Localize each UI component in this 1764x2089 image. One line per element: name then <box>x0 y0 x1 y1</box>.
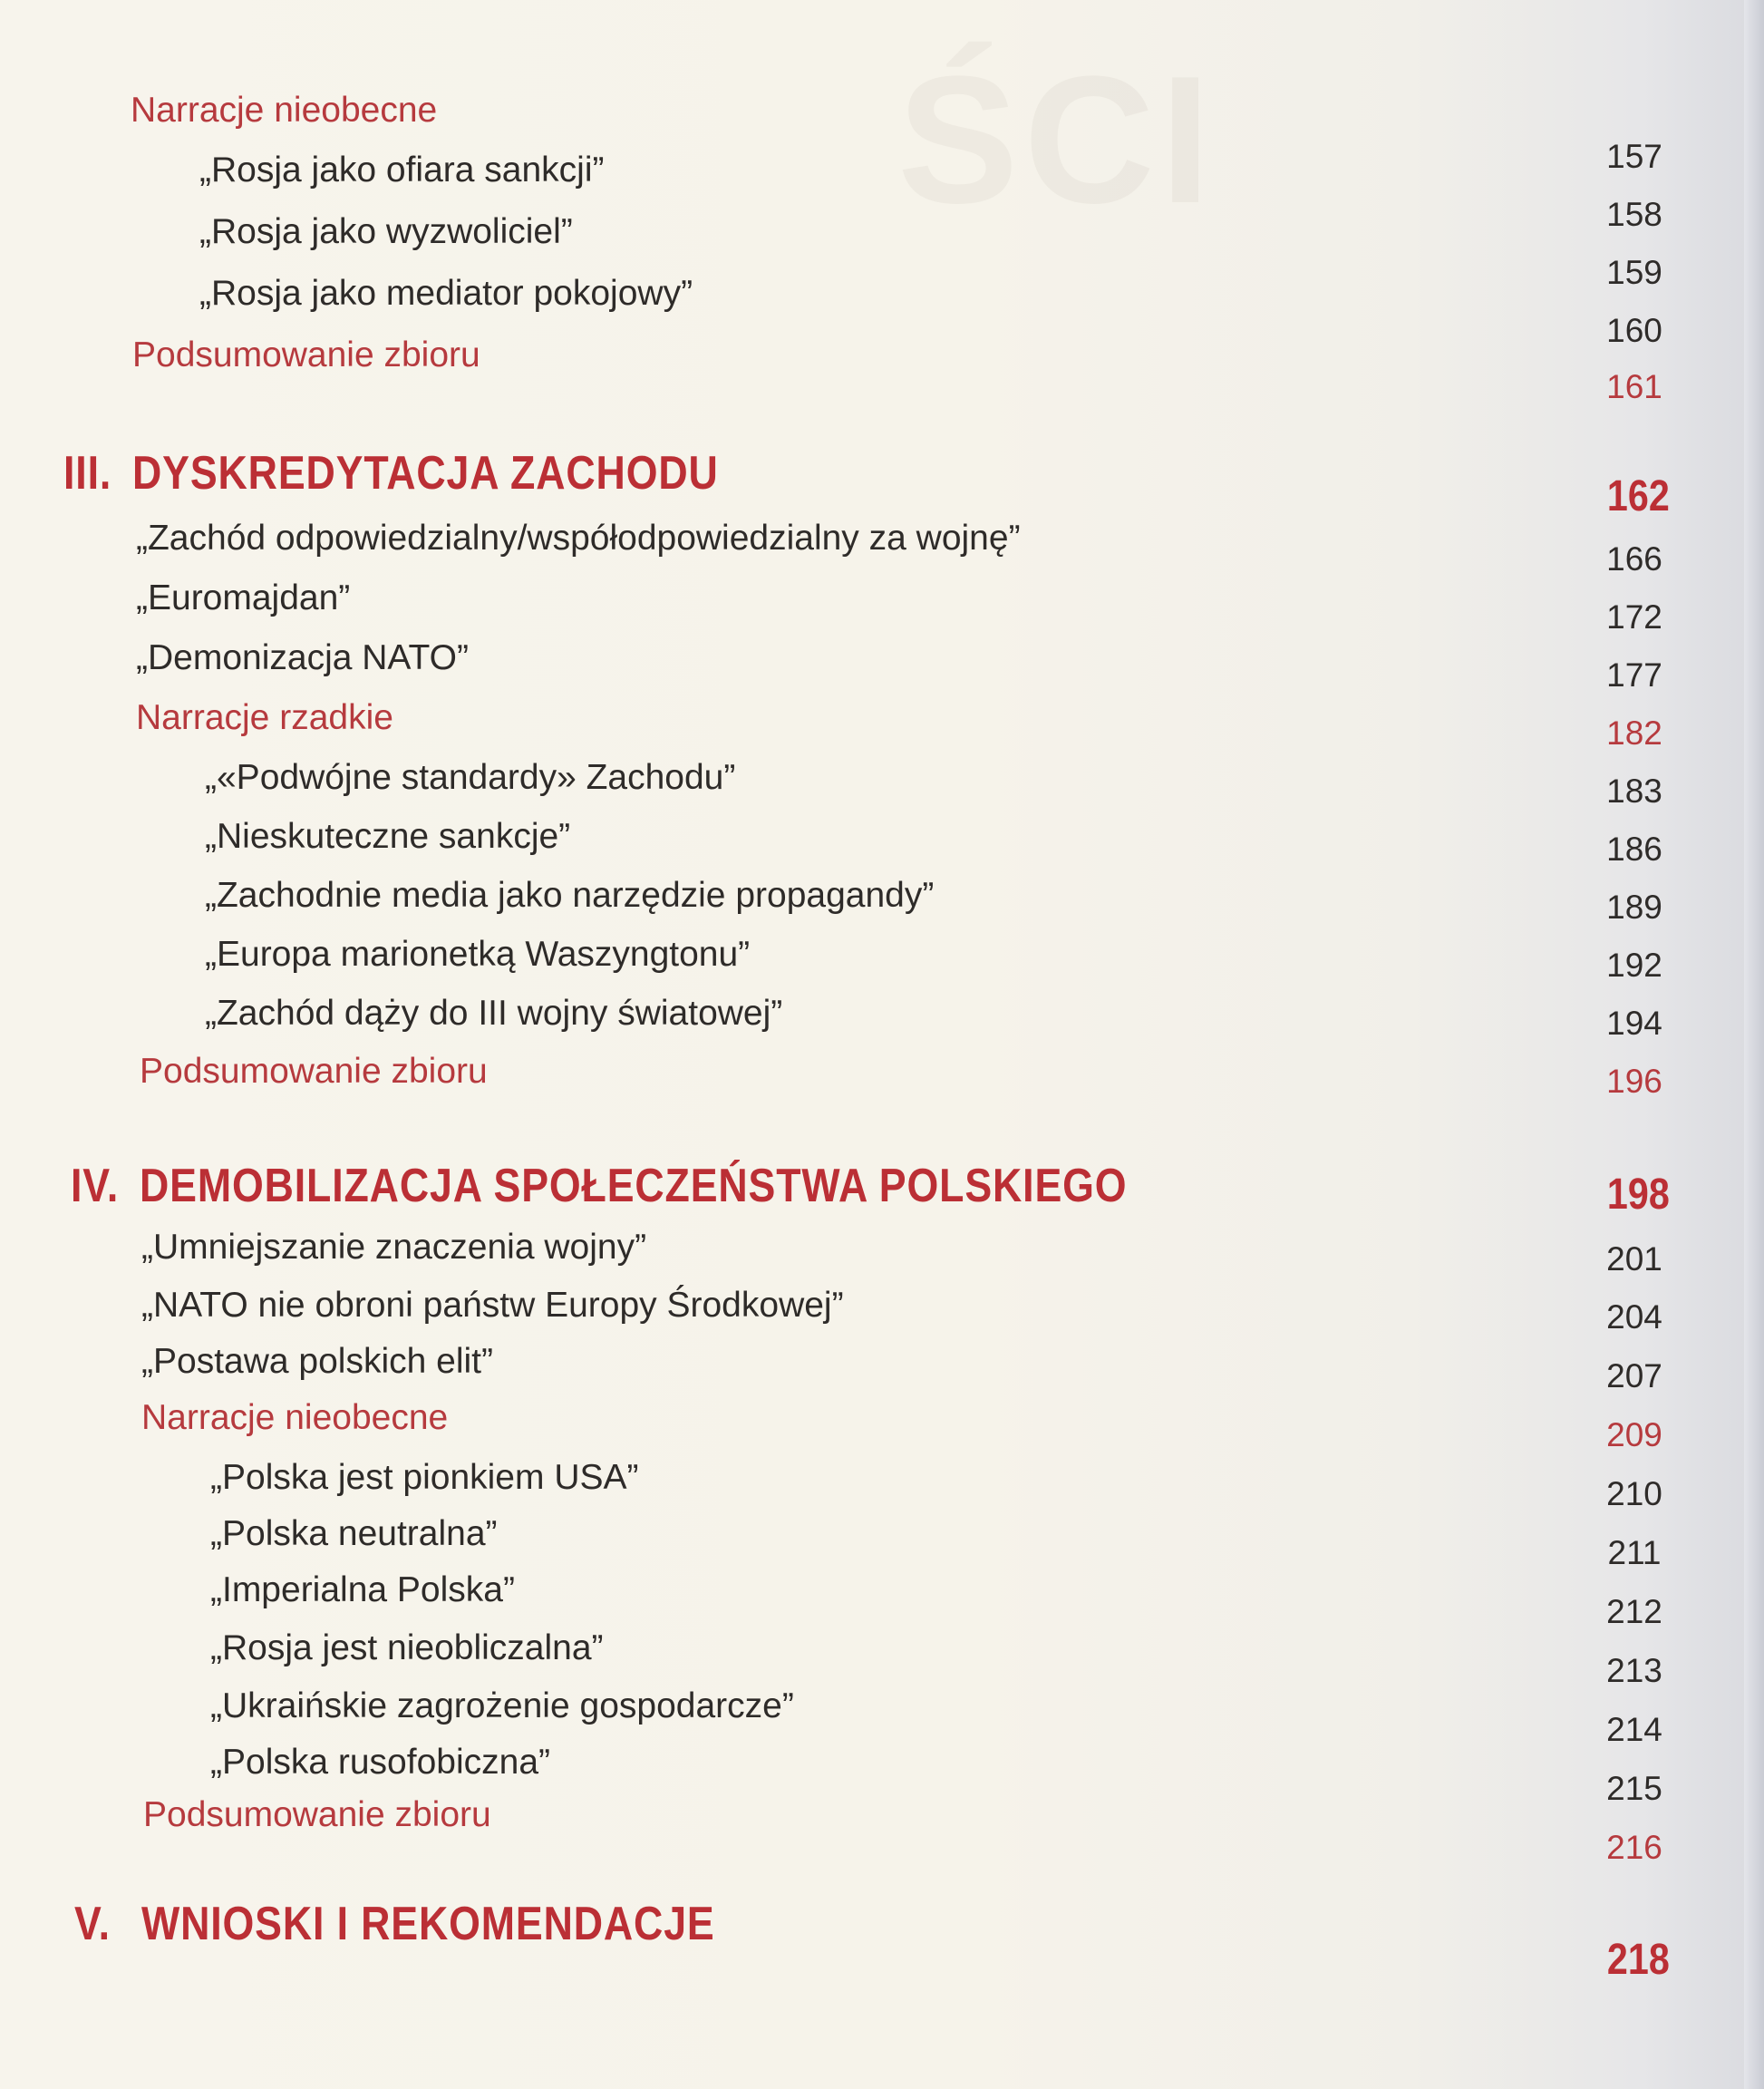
chapter-numeral: V. <box>74 1898 111 1950</box>
page-number: 207 <box>1606 1357 1662 1394</box>
page-number: 182 <box>1606 714 1662 752</box>
page-number: 214 <box>1606 1711 1662 1748</box>
page-number: 215 <box>1606 1770 1662 1807</box>
page-number: 201 <box>1606 1240 1662 1278</box>
page-number: 177 <box>1606 656 1662 694</box>
chapter-page-number: 198 <box>1606 1171 1670 1219</box>
toc-subsection: Narracje nieobecne <box>131 91 438 130</box>
toc-item: „Demonizacja NATO” <box>136 638 469 677</box>
page-number: 209 <box>1606 1416 1662 1453</box>
chapter-title: WNIOSKI I REKOMENDACJE <box>141 1898 715 1950</box>
toc-item: „Polska jest pionkiem USA” <box>210 1458 639 1497</box>
toc-subsection: Podsumowanie zbioru <box>143 1795 491 1834</box>
chapter-title: DYSKREDYTACJA ZACHODU <box>132 447 719 500</box>
page-number: 183 <box>1606 772 1662 810</box>
toc-item: „Rosja jako mediator pokojowy” <box>199 274 693 313</box>
page-number: 157 <box>1606 138 1662 175</box>
toc-subsection: Podsumowanie zbioru <box>132 335 480 374</box>
chapter-numeral: IV. <box>71 1160 120 1212</box>
page-number: 159 <box>1606 254 1662 291</box>
toc-item: „Nieskuteczne sankcje” <box>205 817 571 856</box>
toc-item: „Umniejszanie znaczenia wojny” <box>141 1228 647 1267</box>
toc-item: „Zachodnie media jako narzędzie propagandy” <box>205 876 935 915</box>
chapter-title: DEMOBILIZACJA SPOŁECZEŃSTWA POLSKIEGO <box>140 1160 1128 1212</box>
page-number: 189 <box>1606 889 1662 926</box>
page-number: 160 <box>1606 312 1662 349</box>
page-edge <box>1744 0 1764 2089</box>
toc-item: „Polska neutralna” <box>210 1514 498 1553</box>
toc-item: „Euromajdan” <box>136 578 351 617</box>
toc-item: „Europa marionetką Waszyngtonu” <box>205 935 751 974</box>
page-number: 166 <box>1606 540 1662 578</box>
toc-item: „Rosja jako wyzwoliciel” <box>199 212 573 251</box>
page-number: 172 <box>1606 598 1662 636</box>
toc-item: „Zachód odpowiedzialny/współodpowiedzialny za wojnę” <box>136 519 1021 558</box>
toc-subsection: Podsumowanie zbioru <box>140 1052 488 1091</box>
toc-item: „Postawa polskich elit” <box>141 1342 493 1381</box>
page-number: 211 <box>1607 1534 1662 1571</box>
page-number: 194 <box>1606 1005 1662 1042</box>
page-number: 161 <box>1606 368 1662 405</box>
page-number: 158 <box>1606 196 1662 233</box>
toc-subsection: Narracje rzadkie <box>136 698 393 737</box>
toc-item: „NATO nie obroni państw Europy Środkowej” <box>141 1286 844 1325</box>
toc-item: „Zachód dąży do III wojny światowej” <box>205 994 783 1033</box>
toc-item: „«Podwójne standardy» Zachodu” <box>205 758 736 797</box>
chapter-numeral: III. <box>63 447 112 500</box>
page-number: 186 <box>1606 831 1662 868</box>
toc-item: „Polska rusofobiczna” <box>210 1743 550 1782</box>
faded-heading-bleedthrough: ŚCI <box>897 39 1216 241</box>
toc-item: „Imperialna Polska” <box>210 1570 515 1609</box>
page-number: 210 <box>1606 1475 1662 1512</box>
toc-subsection: Narracje nieobecne <box>141 1398 449 1437</box>
page-number: 213 <box>1606 1652 1662 1689</box>
page-number: 216 <box>1606 1829 1662 1866</box>
page-number: 192 <box>1606 947 1662 984</box>
chapter-page-number: 162 <box>1606 472 1670 520</box>
chapter-page-number: 218 <box>1606 1936 1670 1984</box>
page-number: 204 <box>1606 1298 1662 1336</box>
toc-item: „Rosja jako ofiara sankcji” <box>199 151 605 189</box>
toc-item: „Rosja jest nieobliczalna” <box>210 1628 604 1667</box>
toc-item: „Ukraińskie zagrożenie gospodarcze” <box>210 1686 794 1725</box>
page-number: 196 <box>1606 1063 1662 1100</box>
page-number: 212 <box>1606 1593 1662 1630</box>
